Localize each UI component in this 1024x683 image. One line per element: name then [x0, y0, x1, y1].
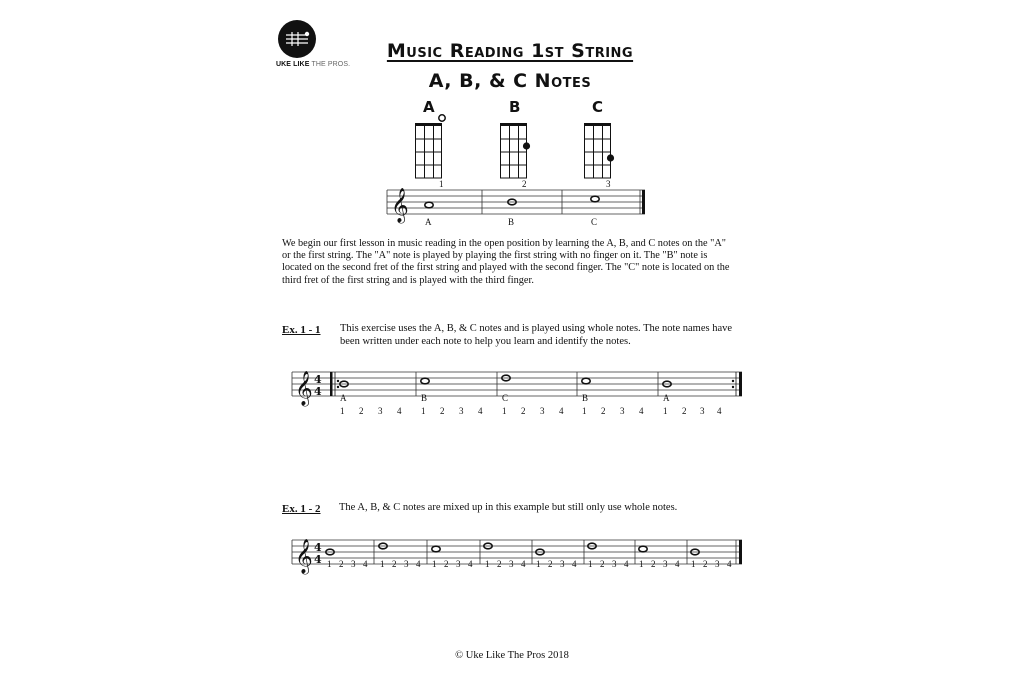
whole-note: [639, 546, 647, 552]
ex2-beat: 1: [536, 559, 541, 569]
exercise1-label: Ex. 1 - 1: [282, 324, 321, 336]
fret-number-a: 1: [439, 179, 444, 189]
time-signature-bottom: 4: [314, 385, 322, 398]
intro-paragraph: We begin our first lesson in music reading in the open position by learning the A, B, and C notes on the "A" or the first string. The "A" note is played by playing the first string with no finger on it. The "B" note is located on the second fret of the first string and played with the second finger. The "C" note is located on the third fret of the first string and is played with the third finger.: [282, 238, 730, 286]
ex2-beat: 3: [715, 559, 720, 569]
ex1-beat: 1: [502, 406, 507, 416]
ex2-beat: 2: [703, 559, 708, 569]
ex2-beat: 3: [351, 559, 356, 569]
fret-number-c: 3: [606, 179, 611, 189]
open-string-marker: [439, 115, 445, 121]
exercise2-text: The A, B, & C notes are mixed up in this example but still only use whole notes.: [339, 502, 678, 513]
ex2-beat: 2: [339, 559, 344, 569]
finger-dot: [607, 154, 614, 161]
ex1-beat: 4: [639, 406, 644, 416]
ex1-beat: 2: [682, 406, 687, 416]
ex2-beat: 4: [675, 559, 680, 569]
ex2-beat: 1: [588, 559, 593, 569]
ex1-beat: 3: [620, 406, 625, 416]
ex2-beat: 3: [560, 559, 565, 569]
brand-logo: [276, 20, 351, 72]
ex2-beat: 2: [392, 559, 397, 569]
chord-name-c: C: [592, 98, 604, 116]
page-subtitle: A, B, & C Notes: [428, 70, 592, 92]
time-signature-bottom: 4: [314, 553, 322, 566]
exercise2-staff: [290, 530, 750, 574]
chord-name-b: B: [509, 98, 521, 116]
exercise1-staff: [290, 362, 750, 406]
ex2-beat: 4: [416, 559, 421, 569]
ex2-beat: 2: [600, 559, 605, 569]
note-label-a: A: [425, 217, 432, 227]
ex1-beat: 1: [340, 406, 345, 416]
ex2-beat: 4: [624, 559, 629, 569]
ex1-beat: 1: [663, 406, 668, 416]
chord-diagram-c: [581, 110, 621, 180]
whole-note: [582, 378, 590, 384]
note-label-c: C: [591, 217, 598, 227]
ex1-beat: 1: [421, 406, 426, 416]
whole-note: [432, 546, 440, 552]
ex1-beat: 4: [717, 406, 722, 416]
treble-clef-icon: 𝄞: [391, 188, 409, 223]
treble-clef-icon: 𝄞: [295, 371, 313, 406]
ex2-beat: 3: [456, 559, 461, 569]
ex1-beat: 3: [700, 406, 705, 416]
ex1-beat: 4: [397, 406, 402, 416]
logo-brand-light: THE PROS.: [311, 61, 351, 68]
time-signature-top: 4: [314, 373, 322, 386]
ex1-beat: 3: [459, 406, 464, 416]
ex1-beat: 1: [582, 406, 587, 416]
ex2-beat: 2: [497, 559, 502, 569]
fret-number-b: 2: [522, 179, 527, 189]
page-title: Music Reading 1st String: [386, 40, 634, 62]
ex1-beat: 3: [378, 406, 383, 416]
exercise1-text: This exercise uses the A, B, & C notes and is played using whole notes. The note names have been written under each note to help you learn and identify the notes.: [340, 323, 733, 347]
ex2-beat: 4: [727, 559, 732, 569]
ex2-beat: 3: [509, 559, 514, 569]
ex2-beat: 4: [468, 559, 473, 569]
copyright-footer: © Uke Like The Pros 2018: [455, 650, 569, 661]
time-signature-top: 4: [314, 541, 322, 554]
ex2-beat: 1: [327, 559, 332, 569]
ex1-note-name: A: [340, 393, 347, 403]
ex2-beat: 1: [485, 559, 490, 569]
finger-dot: [523, 142, 530, 149]
ex1-note-name: A: [663, 393, 670, 403]
exercise2-label: Ex. 1 - 2: [282, 503, 321, 515]
ex1-note-name: B: [582, 393, 589, 403]
ex1-beat: 4: [478, 406, 483, 416]
ex2-beat: 4: [521, 559, 526, 569]
ex2-beat: 3: [663, 559, 668, 569]
ex2-beat: 1: [691, 559, 696, 569]
whole-note: [425, 202, 433, 208]
ex1-beat: 4: [559, 406, 564, 416]
intro-staff: [385, 180, 650, 223]
ex1-beat: 2: [521, 406, 526, 416]
ex1-note-name: C: [502, 393, 509, 403]
chord-diagram-a: [412, 110, 452, 180]
ex1-beat: 3: [540, 406, 545, 416]
whole-note: [421, 378, 429, 384]
ex2-beat: 2: [444, 559, 449, 569]
ex1-beat: 2: [359, 406, 364, 416]
ex2-beat: 4: [363, 559, 368, 569]
ex2-beat: 2: [548, 559, 553, 569]
ukulele-logo-icon: [278, 20, 316, 58]
chord-diagram-b: [497, 110, 537, 180]
ex2-beat: 2: [651, 559, 656, 569]
logo-brand-bold: UKE LIKE: [276, 61, 310, 68]
ex1-note-name: B: [421, 393, 428, 403]
ex1-beat: 2: [440, 406, 445, 416]
ex2-beat: 4: [572, 559, 577, 569]
ex2-beat: 1: [639, 559, 644, 569]
ex2-beat: 1: [432, 559, 437, 569]
ex2-beat: 1: [380, 559, 385, 569]
ex2-beat: 3: [404, 559, 409, 569]
treble-clef-icon: 𝄞: [295, 539, 313, 574]
whole-note: [591, 196, 599, 202]
chord-name-a: A: [423, 98, 435, 116]
ex2-beat: 3: [612, 559, 617, 569]
ex1-beat: 2: [601, 406, 606, 416]
note-label-b: B: [508, 217, 515, 227]
